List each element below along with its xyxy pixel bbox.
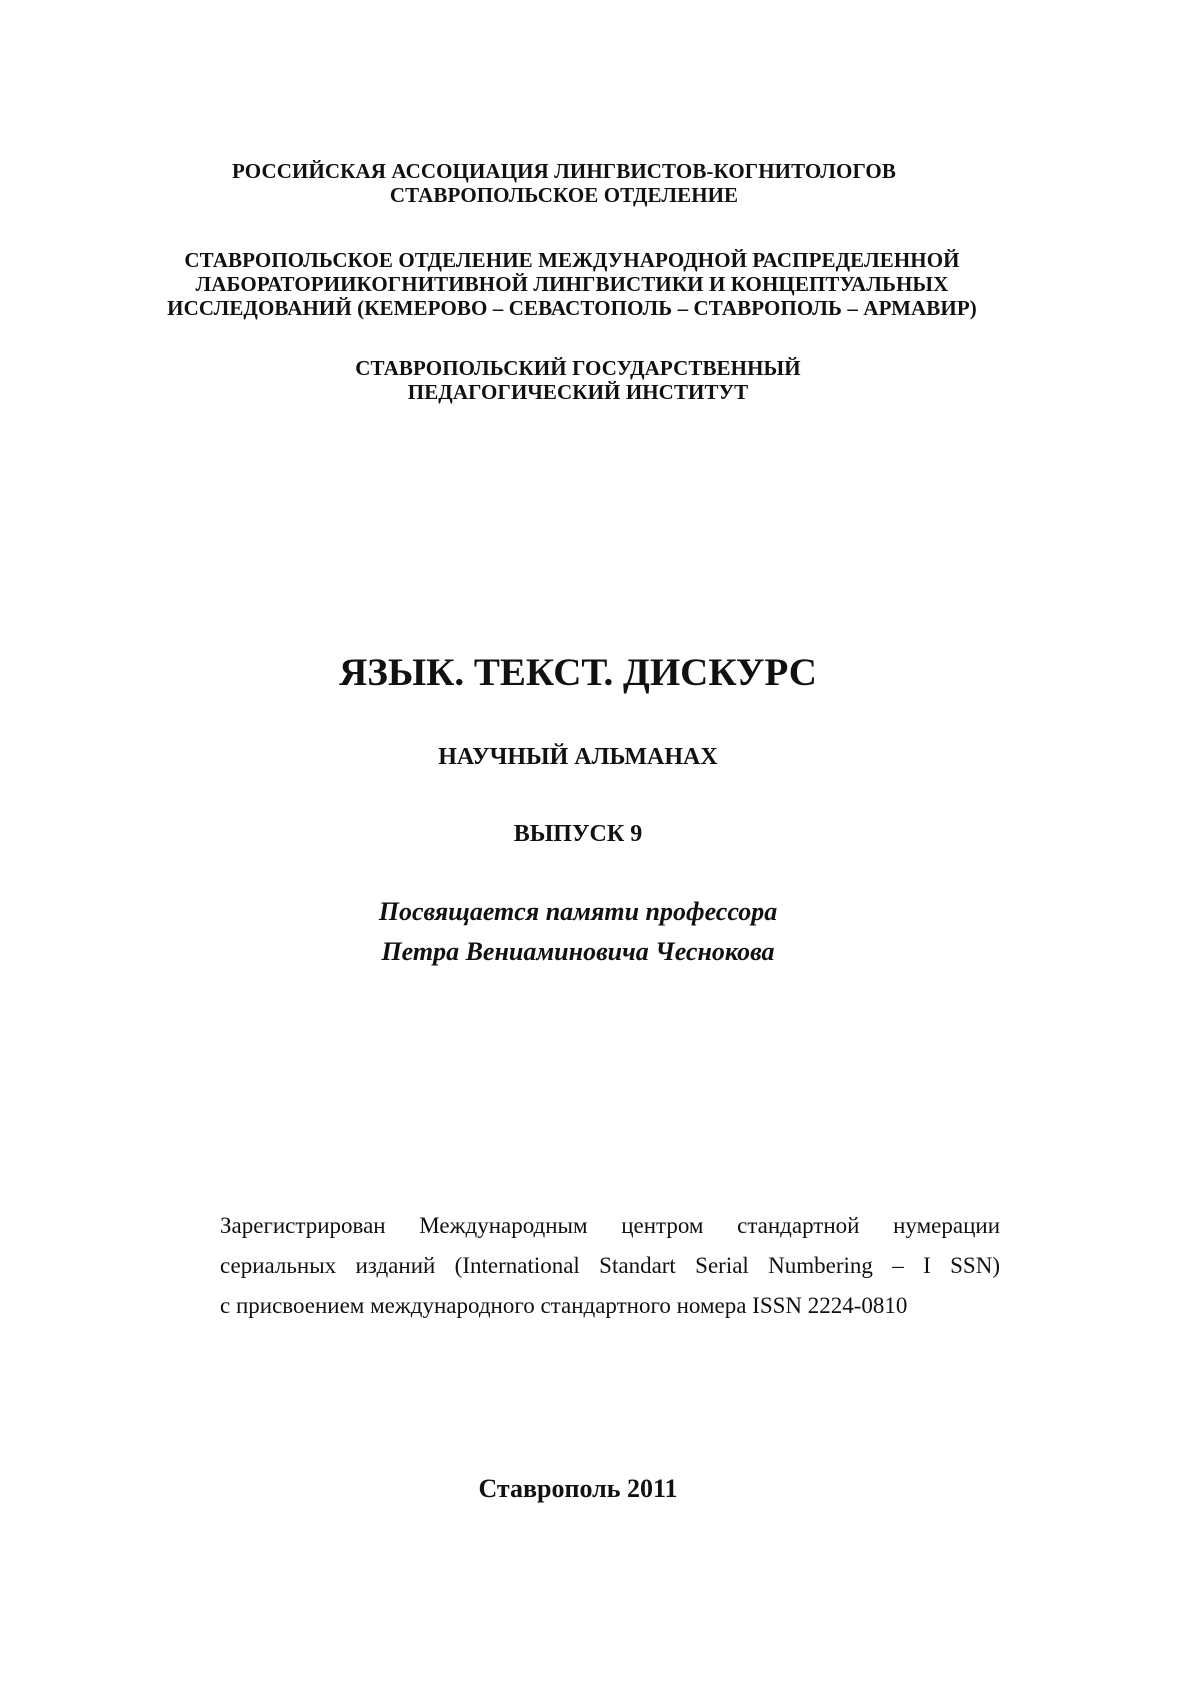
association-branch: СТАВРОПОЛЬСКОЕ ОТДЕЛЕНИЕ [389,183,739,207]
registration-notice [220,1206,1000,1326]
association-header [0,159,1164,207]
publication-title: ЯЗЫК. ТЕКСТ. ДИСКУРС [339,651,817,694]
laboratory-header [0,248,1172,320]
registration-line-1: Зарегистрирован Международным центром стандартной нумерации [220,1213,1000,1238]
institute-header [0,356,1178,404]
publication-subtitle: НАУЧНЫЙ АЛЬМАНАХ [438,744,718,770]
association-name: РОССИЙСКАЯ АССОЦИАЦИЯ ЛИНГВИСТОВ-КОГНИТОЛОГОВ [232,159,896,183]
laboratory-line-2: ЛАБОРАТОРИИКОГНИТИВНОЙ ЛИНГВИСТИКИ И КОНЦЕПТУАЛЬНЫХ [195,272,949,296]
dedication-line-2: Петра Вениаминовича Чеснокова [381,937,775,966]
dedication [0,892,1178,972]
laboratory-line-3: ИССЛЕДОВАНИЙ (КЕМЕРОВО – СЕВАСТОПОЛЬ – СТАВРОПОЛЬ – АРМАВИР) [167,296,977,320]
dedication-line-1: Посвящается памяти профессора [378,897,778,926]
institute-line-1: СТАВРОПОЛЬСКИЙ ГОСУДАРСТВЕННЫЙ [355,356,801,380]
laboratory-line-1: СТАВРОПОЛЬСКОЕ ОТДЕЛЕНИЕ МЕЖДУНАРОДНОЙ РАСПРЕДЕЛЕННОЙ [184,248,960,272]
place-and-year: Ставрополь 2011 [478,1474,678,1503]
issue-number: ВЫПУСК 9 [513,821,643,847]
institute-line-2: ПЕДАГОГИЧЕСКИЙ ИНСТИТУТ [407,380,749,404]
registration-line-2: сериальных изданий (International Standart Serial Numbering – I SSN) [220,1253,1000,1278]
registration-line-3: с присвоением международного стандартного номера ISSN 2224-0810 [220,1293,908,1318]
